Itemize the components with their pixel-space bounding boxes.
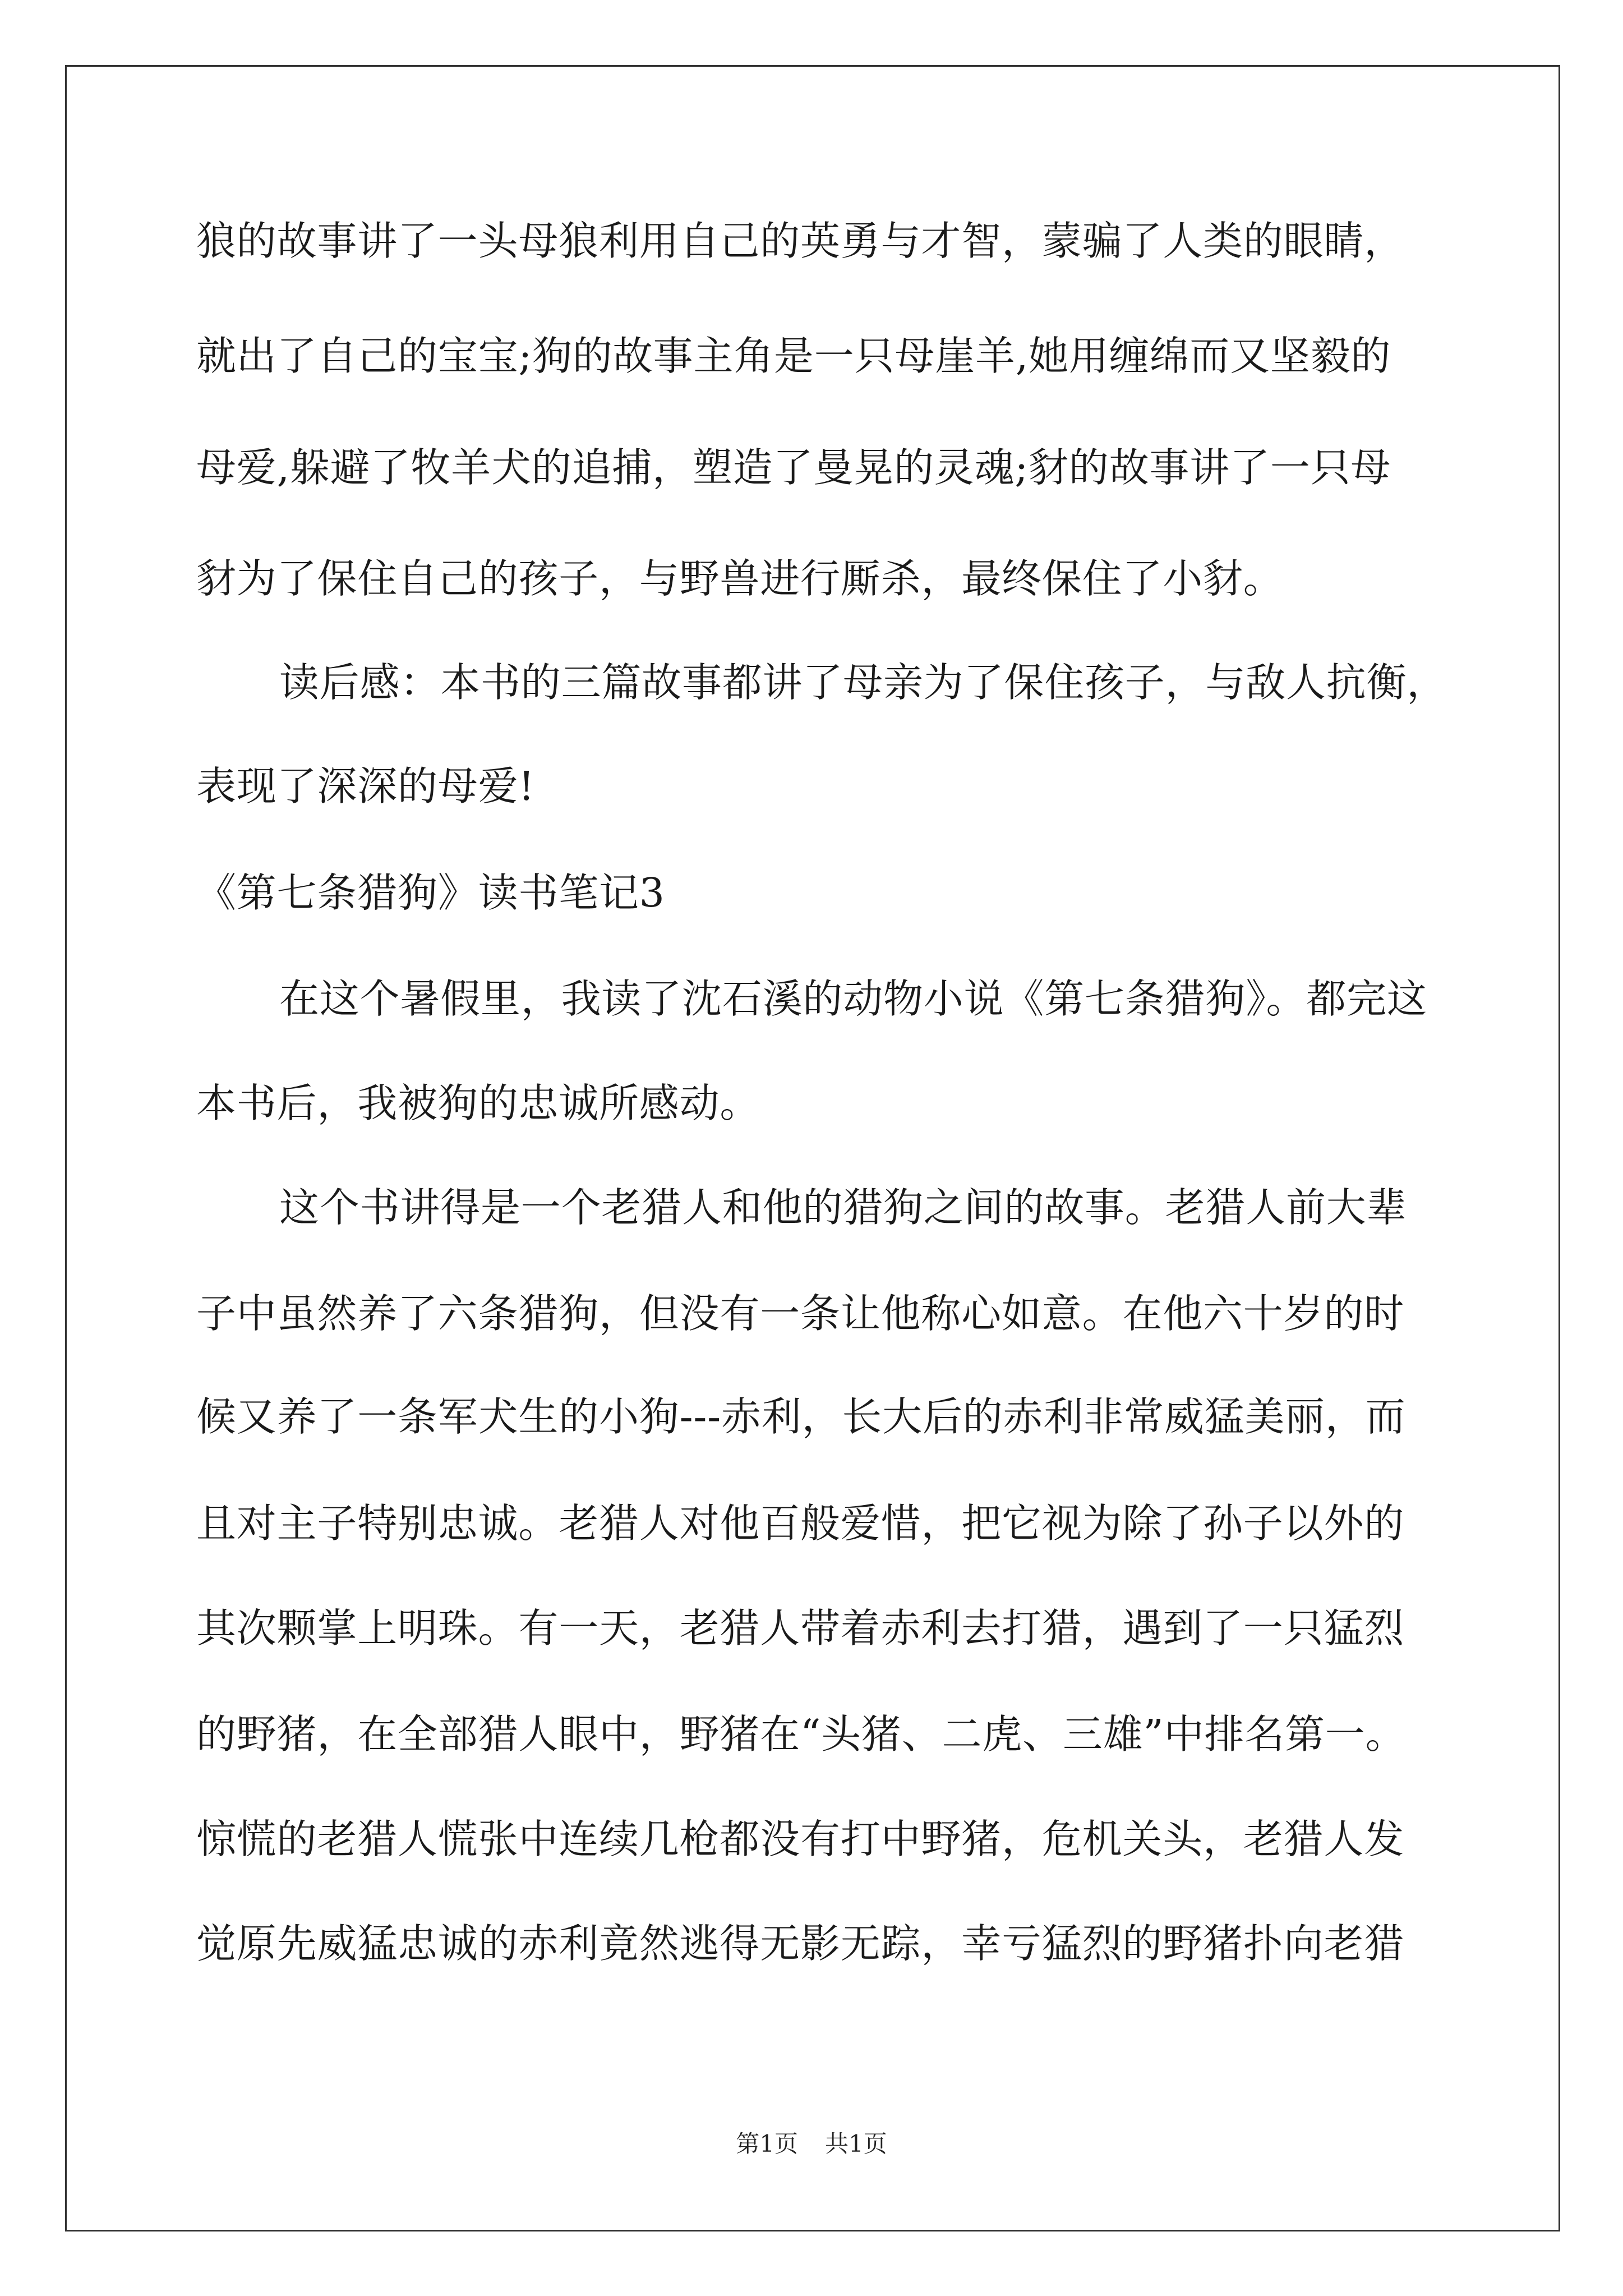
text-line: 惊慌的老猎人慌张中连续几枪都没有打中野猪，危机关头，老猎人发 xyxy=(196,1816,1405,1862)
paragraph-first-line: 在这个暑假里，我读了沈石溪的动物小说《第七条猎狗》。都完这 xyxy=(279,976,1427,1022)
text-line: 子中虽然养了六条猎狗，但没有一条让他称心如意。在他六十岁的时 xyxy=(196,1290,1405,1337)
page-footer xyxy=(0,2129,1623,2159)
text-line: 就出了自己的宝宝;狗的故事主角是一只母崖羊,她用缠绵而又坚毅的 xyxy=(196,333,1391,379)
text-line: 母爱,躲避了牧羊犬的追捕，塑造了曼晃的灵魂;豺的故事讲了一只母 xyxy=(196,444,1391,491)
paragraph-first-line: 这个书讲得是一个老猎人和他的猎狗之间的故事。老猎人前大辈 xyxy=(279,1184,1407,1231)
text-line: 其次颗掌上明珠。有一天，老猎人带着赤利去打猎，遇到了一只猛烈 xyxy=(196,1605,1405,1651)
page-border xyxy=(65,65,1560,2231)
page-number: 第1页 xyxy=(736,2130,798,2157)
text-line: 且对主子特别忠诚。老猎人对他百般爱惜，把它视为除了孙子以外的 xyxy=(196,1500,1405,1547)
text-line: 狼的故事讲了一头母狼利用自己的英勇与才智，蒙骗了人类的眼睛， xyxy=(196,218,1405,264)
page-total: 共1页 xyxy=(825,2130,887,2157)
paragraph-first-line: 读后感：本书的三篇故事都讲了母亲为了保住孩子，与敌人抗衡， xyxy=(279,659,1447,706)
section-heading: 《第七条猎狗》读书笔记3 xyxy=(196,869,665,916)
text-line: 候又养了一条军犬生的小狗---赤利，长大后的赤利非常威猛美丽，而 xyxy=(196,1393,1406,1440)
text-line: 的野猪，在全部猎人眼中，野猪在“头猪、二虎、三雄”中排名第一。 xyxy=(196,1711,1406,1757)
text-line: 本书后，我被狗的忠诚所感动。 xyxy=(196,1080,760,1126)
text-line: 表现了深深的母爱! xyxy=(196,763,535,809)
text-line: 觉原先威猛忠诚的赤利竟然逃得无影无踪，幸亏猛烈的野猪扑向老猎 xyxy=(196,1920,1405,1967)
text-line: 豺为了保住自己的孩子，与野兽进行厮杀，最终保住了小豺。 xyxy=(196,555,1284,602)
